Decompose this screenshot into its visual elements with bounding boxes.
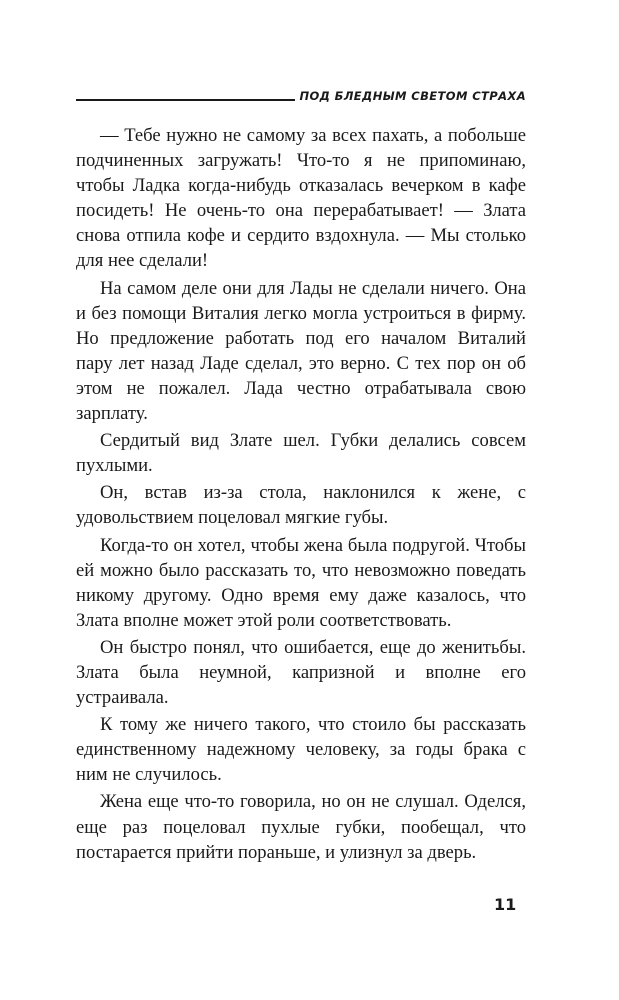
page-number: 11 bbox=[494, 895, 517, 914]
paragraph: На самом деле они для Лады не сделали ничего. Она и без помощи Виталия легко могла устроиться в фирму. Но предложение работать под его началом Виталий пару лет назад Ладе сделал, это верно. С тех пор он об этом не пожалел. Лада честно отрабатывала свою зарплату. bbox=[76, 277, 526, 425]
paragraph: Жена еще что-то говорила, но он не слушал. Оделся, еще раз поцеловал пухлые губки, пообещал, что постарается прийти пораньше, и улизнул за дверь. bbox=[76, 791, 526, 863]
paragraph: Он быстро понял, что ошибается, еще до женитьбы. Злата была неумной, капризной и вполне его устраивала. bbox=[76, 636, 526, 709]
running-header bbox=[76, 86, 526, 102]
paragraph: Сердитый вид Злате шел. Губки делались совсем пухлыми. bbox=[76, 430, 526, 477]
paragraph: — Тебе нужно не самому за всех пахать, а побольше подчиненных загружать! Что-то я не припоминаю, чтобы Ладка когда-нибудь отказалась вечерком в кафе посидеть! Не очень-то она перерабатывает! — Злата снова отпила кофе и сердито вздохнула. — Мы столько для нее сделали! bbox=[76, 125, 526, 272]
running-title: ПОД БЛЕДНЫМ СВЕТОМ СТРАХА bbox=[299, 88, 526, 103]
header-rule bbox=[76, 99, 295, 101]
body-text bbox=[76, 123, 526, 867]
paragraph: Он, встав из-за стола, наклонился к жене, с удовольствием поцеловал мягкие губы. bbox=[76, 482, 526, 529]
paragraph: К тому же ничего такого, что стоило бы рассказать единственному надежному человеку, за годы брака с ним не случилось. bbox=[76, 714, 526, 786]
paragraph: Когда-то он хотел, чтобы жена была подругой. Чтобы ей можно было рассказать то, что невозможно поведать никому другому. Одно время ему даже казалось, что Злата вполне может этой роли соответствовать. bbox=[76, 534, 526, 631]
